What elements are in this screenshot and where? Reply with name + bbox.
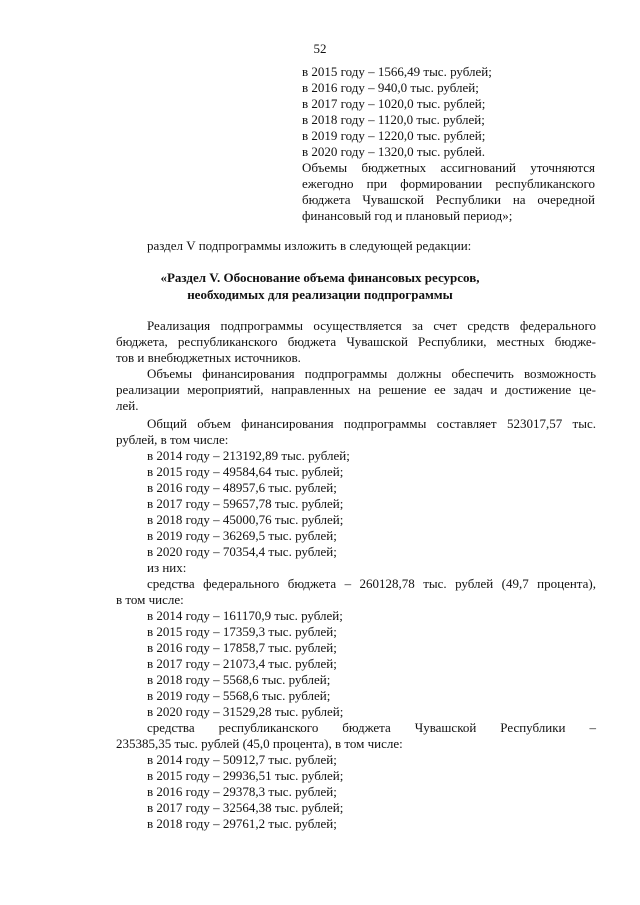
year-line: в 2016 году – 29378,3 тыс. рублей; [147, 784, 337, 799]
note-line: ежегодно при формировании республиканского [302, 176, 595, 191]
paragraph-line: Реализация подпрограммы осуществляется за счет средств федерального [147, 318, 596, 333]
year-line: в 2020 году – 31529,28 тыс. рублей; [147, 704, 344, 719]
section-heading-line2: необходимых для реализации подпрограммы [187, 287, 453, 302]
year-line: в 2018 году – 5568,6 тыс. рублей; [147, 672, 331, 687]
year-line: в 2017 году – 21073,4 тыс. рублей; [147, 656, 337, 671]
note-line: Объемы бюджетных ассигнований уточняются [302, 160, 595, 175]
year-line: в 2019 году – 5568,6 тыс. рублей; [147, 688, 331, 703]
paragraph-line: тов и внебюджетных источников. [116, 350, 301, 365]
year-line: в 2020 году – 70354,4 тыс. рублей; [147, 544, 337, 559]
year-line: в 2015 году – 49584,64 тыс. рублей; [147, 464, 344, 479]
year-line: в 2018 году – 1120,0 тыс. рублей; [302, 112, 485, 127]
year-line: в 2018 году – 45000,76 тыс. рублей; [147, 512, 344, 527]
year-line: в 2015 году – 29936,51 тыс. рублей; [147, 768, 344, 783]
total-years-list [147, 448, 350, 576]
year-line: в 2017 году – 1020,0 тыс. рублей; [302, 96, 486, 111]
year-line: в 2014 году – 50912,7 тыс. рублей; [147, 752, 337, 767]
paragraph-line: реализации мероприятий, направленных на решение ее задач и достижение це- [116, 382, 596, 397]
year-line: в 2014 году – 213192,89 тыс. рублей; [147, 448, 350, 463]
paragraph-line: лей. [116, 398, 139, 413]
of-them-label: из них: [147, 560, 187, 575]
year-line: в 2016 году – 17858,7 тыс. рублей; [147, 640, 337, 655]
note-line: бюджета Чувашской Республики на очередной [302, 192, 595, 207]
section-heading-line1: «Раздел V. Обоснование объема финансовых ресурсов, [160, 270, 480, 285]
note-line: финансовый год и плановый период»; [302, 208, 513, 223]
paragraph-line: средства федерального бюджета – 260128,78 тыс. рублей (49,7 процента), [147, 576, 596, 591]
paragraph-line: бюджета, республиканского бюджета Чувашской Республики, местных бюдже- [116, 334, 596, 349]
year-line: в 2017 году – 59657,78 тыс. рублей; [147, 496, 344, 511]
year-line: в 2019 году – 36269,5 тыс. рублей; [147, 528, 337, 543]
paragraph-line: 235385,35 тыс. рублей (45,0 процента), в том числе: [116, 736, 403, 751]
paragraph-line: средства республиканского бюджета Чувашской Республики – [147, 720, 596, 735]
year-line: в 2015 году – 1566,49 тыс. рублей; [302, 64, 492, 79]
paragraph-line: рублей, в том числе: [116, 432, 229, 447]
republican-budget-paragraph [116, 720, 596, 752]
paragraph-line: Общий объем финансирования подпрограммы составляет 523017,57 тыс. [147, 416, 596, 431]
paragraph-line: Объемы финансирования подпрограммы должны обеспечить возможность [147, 366, 596, 381]
year-line: в 2020 году – 1320,0 тыс. рублей. [302, 144, 485, 159]
year-line: в 2015 году – 17359,3 тыс. рублей; [147, 624, 337, 639]
instruction-text: раздел V подпрограммы изложить в следующей редакции: [147, 238, 472, 253]
year-line: в 2014 году – 161170,9 тыс. рублей; [147, 608, 343, 623]
paragraph-volumes [116, 366, 596, 414]
paragraph-sources [116, 318, 596, 366]
federal-budget-paragraph [116, 576, 596, 608]
year-line: в 2016 году – 940,0 тыс. рублей; [302, 80, 479, 95]
republican-years-list [147, 752, 343, 832]
page-number: 52 [313, 41, 327, 56]
year-line: в 2019 году – 1220,0 тыс. рублей; [302, 128, 486, 143]
year-line: в 2018 году – 29761,2 тыс. рублей; [147, 816, 337, 831]
top-funding-block [302, 64, 595, 224]
year-line: в 2016 году – 48957,6 тыс. рублей; [147, 480, 337, 495]
paragraph-total [116, 416, 596, 448]
year-line: в 2017 году – 32564,38 тыс. рублей; [147, 800, 344, 815]
paragraph-line: в том числе: [116, 592, 184, 607]
federal-years-list [147, 608, 343, 720]
